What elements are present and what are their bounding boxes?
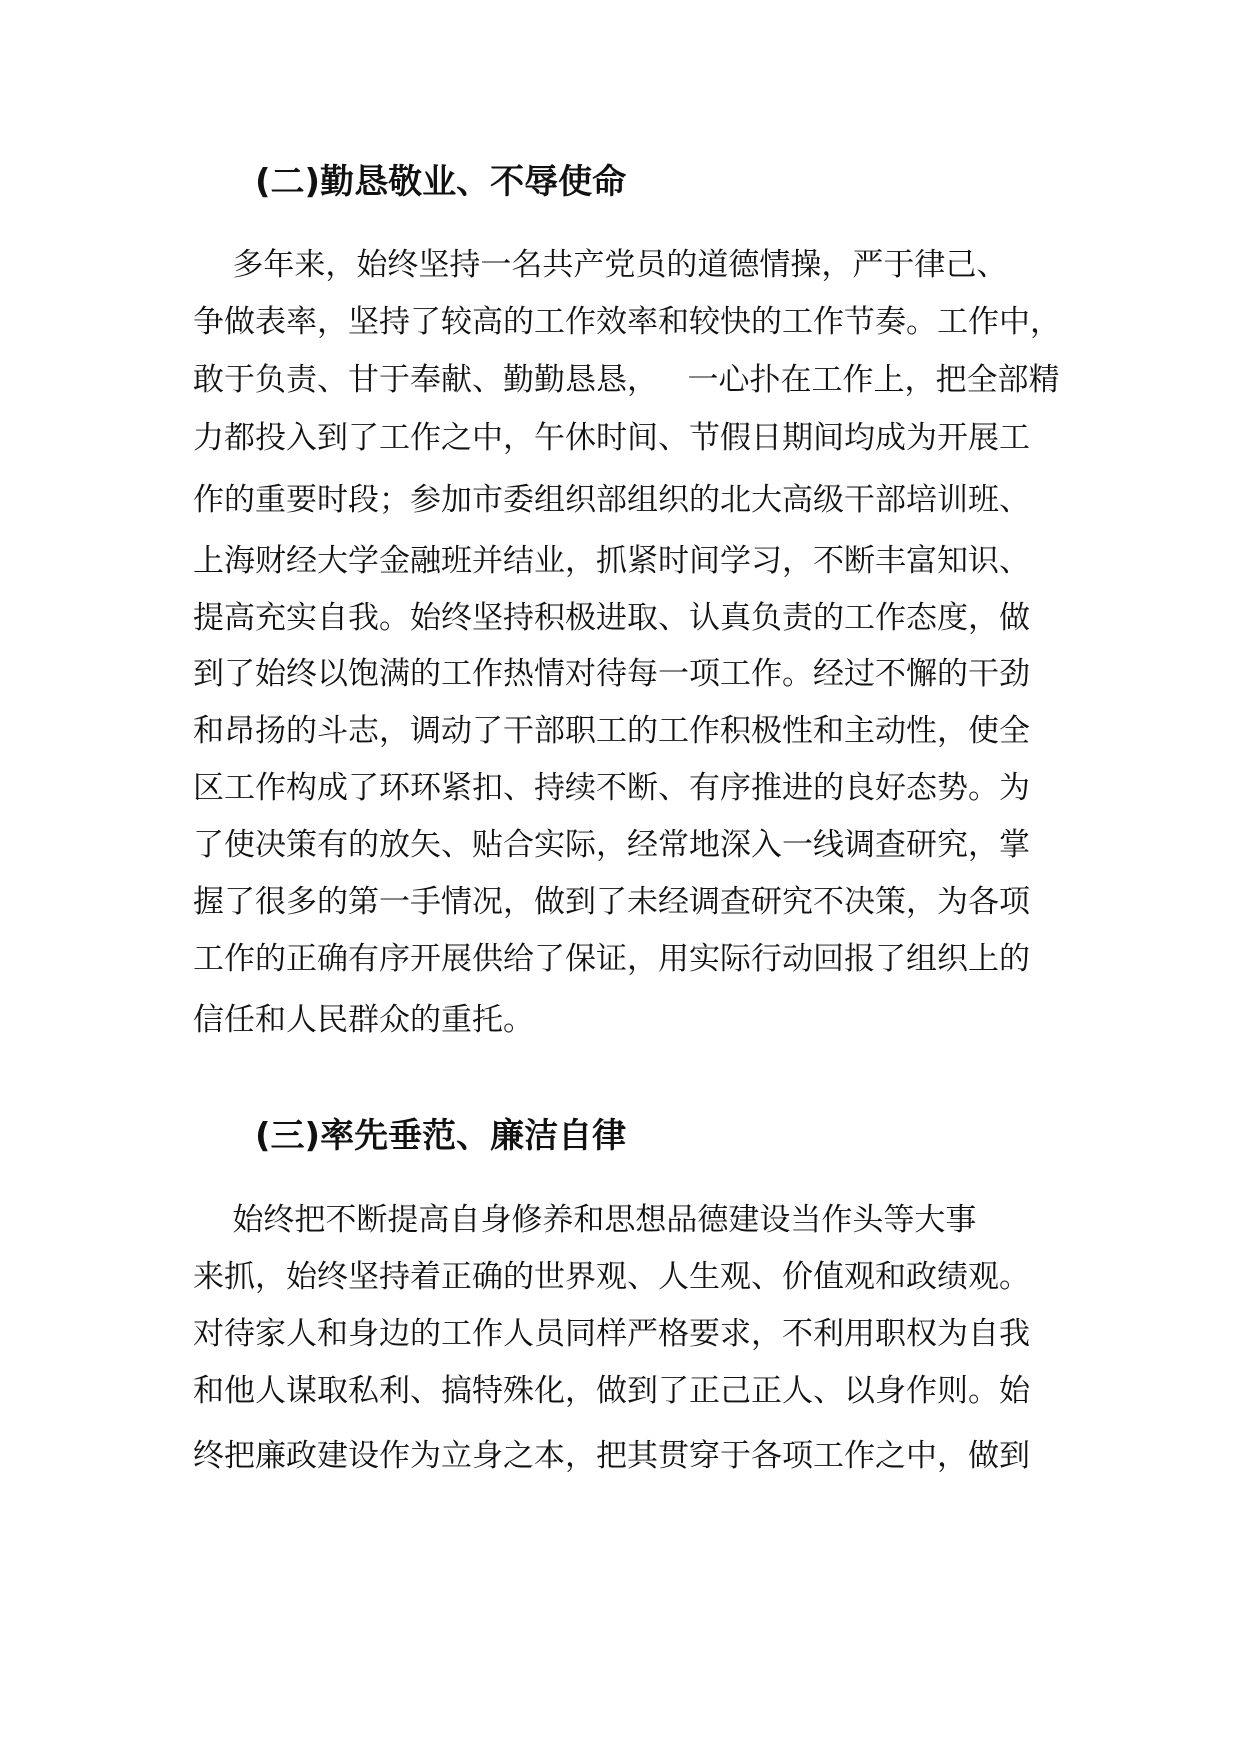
- paragraph-line: 提高充实自我。始终坚持积极进取、认真负责的工作态度，做: [193, 600, 1030, 636]
- paragraph-line: 上海财经大学金融班并结业，抓紧时间学习，不断丰富知识、: [193, 543, 1030, 579]
- paragraph-line: 工作的正确有序开展供给了保证，用实际行动回报了组织上的: [193, 941, 1030, 977]
- paragraph-line: 敢于负责、甘于奉献、勤勤恳恳， 一心扑在工作上，把全部精: [193, 362, 1060, 398]
- section-heading-2: (二)勤恳敬业、不辱使命: [255, 162, 627, 202]
- paragraph-line: 始终把不断提高自身修养和思想品德建设当作头等大事: [193, 1202, 977, 1238]
- paragraph-line: 来抓，始终坚持着正确的世界观、人生观、价值观和政绩观。: [193, 1259, 1030, 1295]
- paragraph-line: 争做表率，坚持了较高的工作效率和较快的工作节奏。工作中，: [193, 304, 1061, 340]
- paragraph-line: 信任和人民群众的重托。: [193, 1002, 534, 1038]
- paragraph-line: 对待家人和身边的工作人员同样严格要求，不利用职权为自我: [193, 1316, 1030, 1352]
- paragraph-line: 了使决策有的放矢、贴合实际，经常地深入一线调查研究，掌: [193, 827, 1030, 863]
- paragraph-line: 和昂扬的斗志，调动了干部职工的工作积极性和主动性，使全: [193, 713, 1030, 749]
- paragraph-line: 和他人谋取私利、搞特殊化，做到了正己正人、以身作则。始: [193, 1373, 1030, 1409]
- paragraph-line: 终把廉政建设作为立身之本，把其贯穿于各项工作之中，做到: [193, 1438, 1030, 1474]
- paragraph-line: 力都投入到了工作之中，午休时间、节假日期间均成为开展工: [193, 420, 1030, 456]
- section-heading-3: (三)率先垂范、廉洁自律: [255, 1116, 627, 1156]
- paragraph-line: 握了很多的第一手情况，做到了未经调查研究不决策，为各项: [193, 884, 1030, 920]
- paragraph-line: 作的重要时段；参加市委组织部组织的北大高级干部培训班、: [193, 482, 1030, 518]
- paragraph-line: 到了始终以饱满的工作热情对待每一项工作。经过不懈的干劲: [193, 656, 1030, 692]
- paragraph-line: 区工作构成了环环紧扣、持续不断、有序推进的良好态势。为: [193, 770, 1030, 806]
- paragraph-line: 多年来，始终坚持一名共产党员的道德情操，严于律己、: [193, 247, 1008, 283]
